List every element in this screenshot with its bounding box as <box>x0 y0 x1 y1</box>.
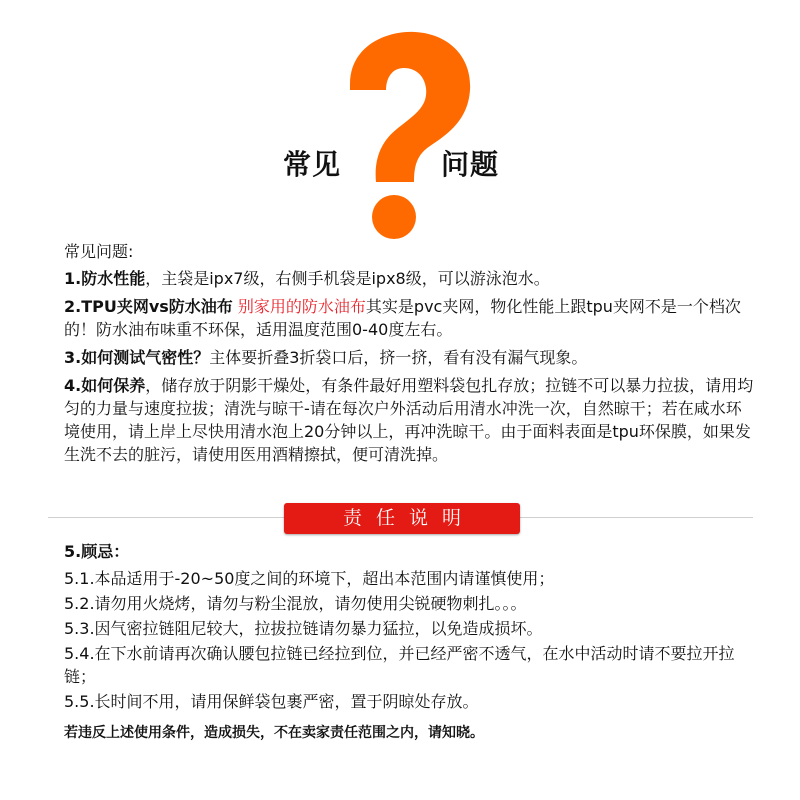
caution-item: 5.3.因气密拉链阻尼较大，拉拔拉链请勿暴力猛拉，以免造成损坏。 <box>64 619 543 638</box>
faq-item-title: 1.防水性能 <box>64 269 146 288</box>
cautions-heading: 5.顾忌： <box>64 542 130 561</box>
faq-item-title: 4.如何保养 <box>64 376 146 395</box>
faq-item-title: 2.TPU夹网vs防水油布 <box>64 297 233 316</box>
faq-item-3 <box>64 346 754 369</box>
responsibility-banner: 责任说明 <box>284 503 520 534</box>
faq-section <box>64 240 754 471</box>
caution-item: 5.4.在下水前请再次确认腰包拉链已经拉到位，并已经严密不透气，在水中活动时请不要拉开拉链； <box>64 644 735 686</box>
faq-item-text: 主体要折叠3折袋口后，挤一挤，看有没有漏气现象。 <box>209 348 588 367</box>
cautions-section <box>64 540 754 715</box>
faq-item-text: 其实是pvc夹网，物化性能上跟tpu夹网不是一个档次的！防水油布味重不环保，适用温度范围0-40度左右。 <box>64 297 741 339</box>
faq-item-4 <box>64 374 754 466</box>
faq-item-highlight: 别家用的防水油布 <box>237 297 366 316</box>
title-left: 常见 <box>283 148 342 181</box>
faq-item-text: ，储存放于阴影干燥处，有条件最好用塑料袋包扎存放；拉链不可以暴力拉拔，请用均匀的力量与速度拉拔；清洗与晾干-请在每次户外活动后用清水冲洗一次，自然晾干；若在咸水环境使用，请上岸上尽快用清水泡上20分钟以上，再冲洗晾干。由于面料表面是tpu环保膜，如果发生洗不去的脏污，请使用医用酒精擦拭，便可清洗掉。 <box>64 376 754 464</box>
faq-item-title: 3.如何测试气密性？ <box>64 348 210 367</box>
title-right: 问题 <box>441 148 500 181</box>
question-mark-dot <box>372 195 416 239</box>
question-mark-icon <box>330 22 480 242</box>
faq-item-2 <box>64 295 754 341</box>
faq-item-text: ，主袋是ipx7级，右侧手机袋是ipx8级，可以游泳泡水。 <box>145 269 550 288</box>
disclaimer-warning: 若违反上述使用条件，造成损失，不在卖家责任范围之内，请知晓。 <box>64 725 484 741</box>
faq-heading: 常见问题: <box>64 242 134 261</box>
caution-item: 5.1.本品适用于-20~50度之间的环境下，超出本范围内请谨慎使用； <box>64 569 555 588</box>
caution-item: 5.2.请勿用火烧烤，请勿与粉尘混放，请勿使用尖锐硬物刺扎。。。 <box>64 594 527 613</box>
caution-item: 5.5.长时间不用，请用保鲜袋包裹严密，置于阴晾处存放。 <box>64 692 479 711</box>
faq-item-1 <box>64 267 754 290</box>
